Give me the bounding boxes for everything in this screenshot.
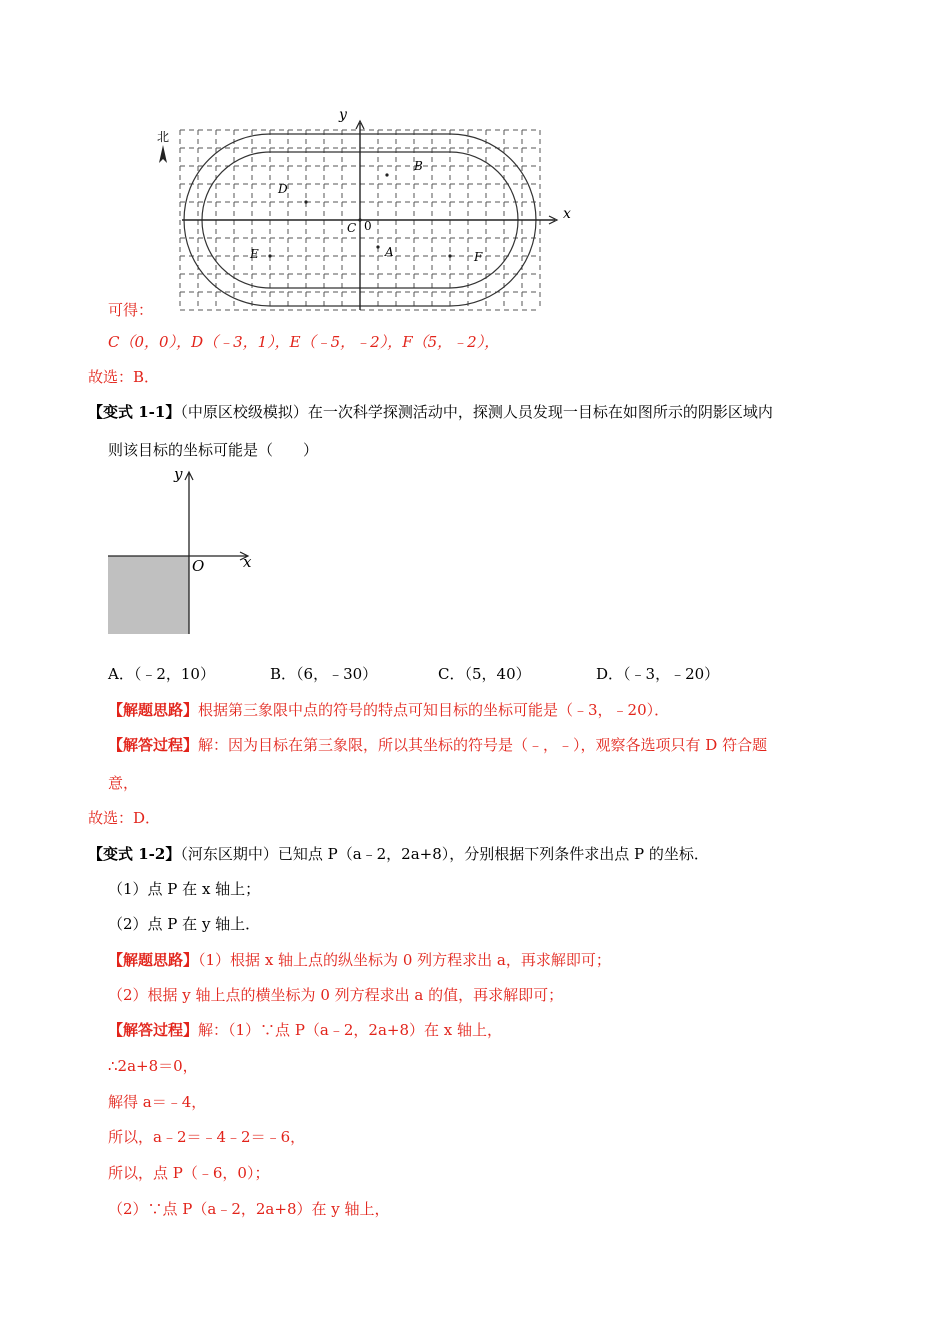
process-text: 解：因为目标在第三象限，所以其坐标的符号是（﹣，﹣），观察各选项只有 D 符合题	[198, 736, 768, 754]
solution1-kede: 可得：	[108, 301, 154, 319]
option-d: D．（﹣3，﹣20）	[596, 665, 720, 683]
option-a: A．（﹣2，10）	[108, 665, 215, 683]
point-label-f: F	[474, 250, 483, 264]
variant1-1-tag: 【变式 1-1】	[88, 403, 181, 421]
variant1-2-q2: （2）点 P 在 y 轴上．	[108, 915, 261, 933]
figure1-origin-label: 0	[364, 219, 372, 233]
solution1-answer: 故选：B．	[88, 368, 160, 386]
variant1-1-process	[108, 735, 767, 755]
option-b: B．（6，﹣30）	[270, 665, 378, 683]
idea-tag: 【解题思路】	[108, 701, 199, 719]
variant1-2-tag: 【变式 1-2】	[88, 845, 181, 863]
variant1-1-idea	[108, 700, 669, 720]
figure1-x-label: x	[563, 206, 571, 222]
point-label-e: E	[250, 247, 259, 261]
point-label-a: A	[385, 245, 394, 259]
solution1-coords: C（0，0），D（﹣3，1），E（﹣5，﹣2），F（5，﹣2），	[108, 333, 500, 351]
quadrant-figure	[105, 468, 265, 638]
point-label-c: C	[347, 221, 357, 235]
figure2-x-label: x	[243, 553, 252, 571]
shaded-third-quadrant	[108, 556, 189, 634]
variant1-1-answer: 故选：D．	[88, 809, 161, 827]
variant1-2-process	[108, 1020, 502, 1040]
step-4: 所以，点 P（﹣6，0）；	[108, 1164, 270, 1182]
variant1-1-question	[88, 402, 773, 422]
variant1-1-question-cont: 则该目标的坐标可能是（ ）	[108, 441, 319, 459]
idea-text: 根据第三象限中点的符号的特点可知目标的坐标可能是（﹣3，﹣20）．	[198, 701, 670, 719]
point-label-d: D	[278, 182, 288, 196]
variant1-1-process-cont: 意，	[108, 774, 139, 792]
variant1-2-idea2: （2）根据 y 轴上点的横坐标为 0 列方程求出 a 的值，再求解即可；	[108, 986, 564, 1004]
process-tag-2: 【解答过程】	[108, 1021, 199, 1039]
variant1-2-text: （河东区期中）已知点 P（a﹣2，2a+8），分别根据下列条件求出点 P 的坐标．	[180, 845, 709, 863]
step-5: （2）∵点 P（a﹣2，2a+8）在 y 轴上，	[108, 1200, 390, 1218]
variant1-2-question	[88, 844, 709, 864]
variant1-2-q1: （1）点 P 在 x 轴上；	[108, 880, 261, 898]
idea-tag-2: 【解题思路】	[108, 951, 199, 969]
step-2: 解得 a＝﹣4，	[108, 1093, 207, 1111]
idea-text-2a: （1）根据 x 轴上点的纵坐标为 0 列方程求出 a，再求解即可；	[198, 951, 611, 969]
variant1-1-text: （中原区校级模拟）在一次科学探测活动中，探测人员发现一目标在如图所示的阴影区域内	[180, 403, 773, 421]
step-3: 所以，a﹣2＝﹣4﹣2＝﹣6，	[108, 1128, 306, 1146]
variant1-2-idea	[108, 950, 611, 970]
figure2-y-label: y	[174, 465, 183, 483]
step-1: ∴2a+8＝0，	[108, 1057, 198, 1075]
process-tag: 【解答过程】	[108, 736, 199, 754]
figure1-y-label: y	[339, 107, 347, 123]
track-grid-figure	[150, 105, 590, 315]
figure2-origin-label: O	[192, 557, 205, 575]
option-c: C．（5，40）	[438, 665, 531, 683]
process-text-2: 解：（1）∵点 P（a﹣2，2a+8）在 x 轴上，	[198, 1021, 503, 1039]
figure1-north-label: 北	[157, 130, 170, 144]
point-label-b: B	[414, 159, 423, 173]
